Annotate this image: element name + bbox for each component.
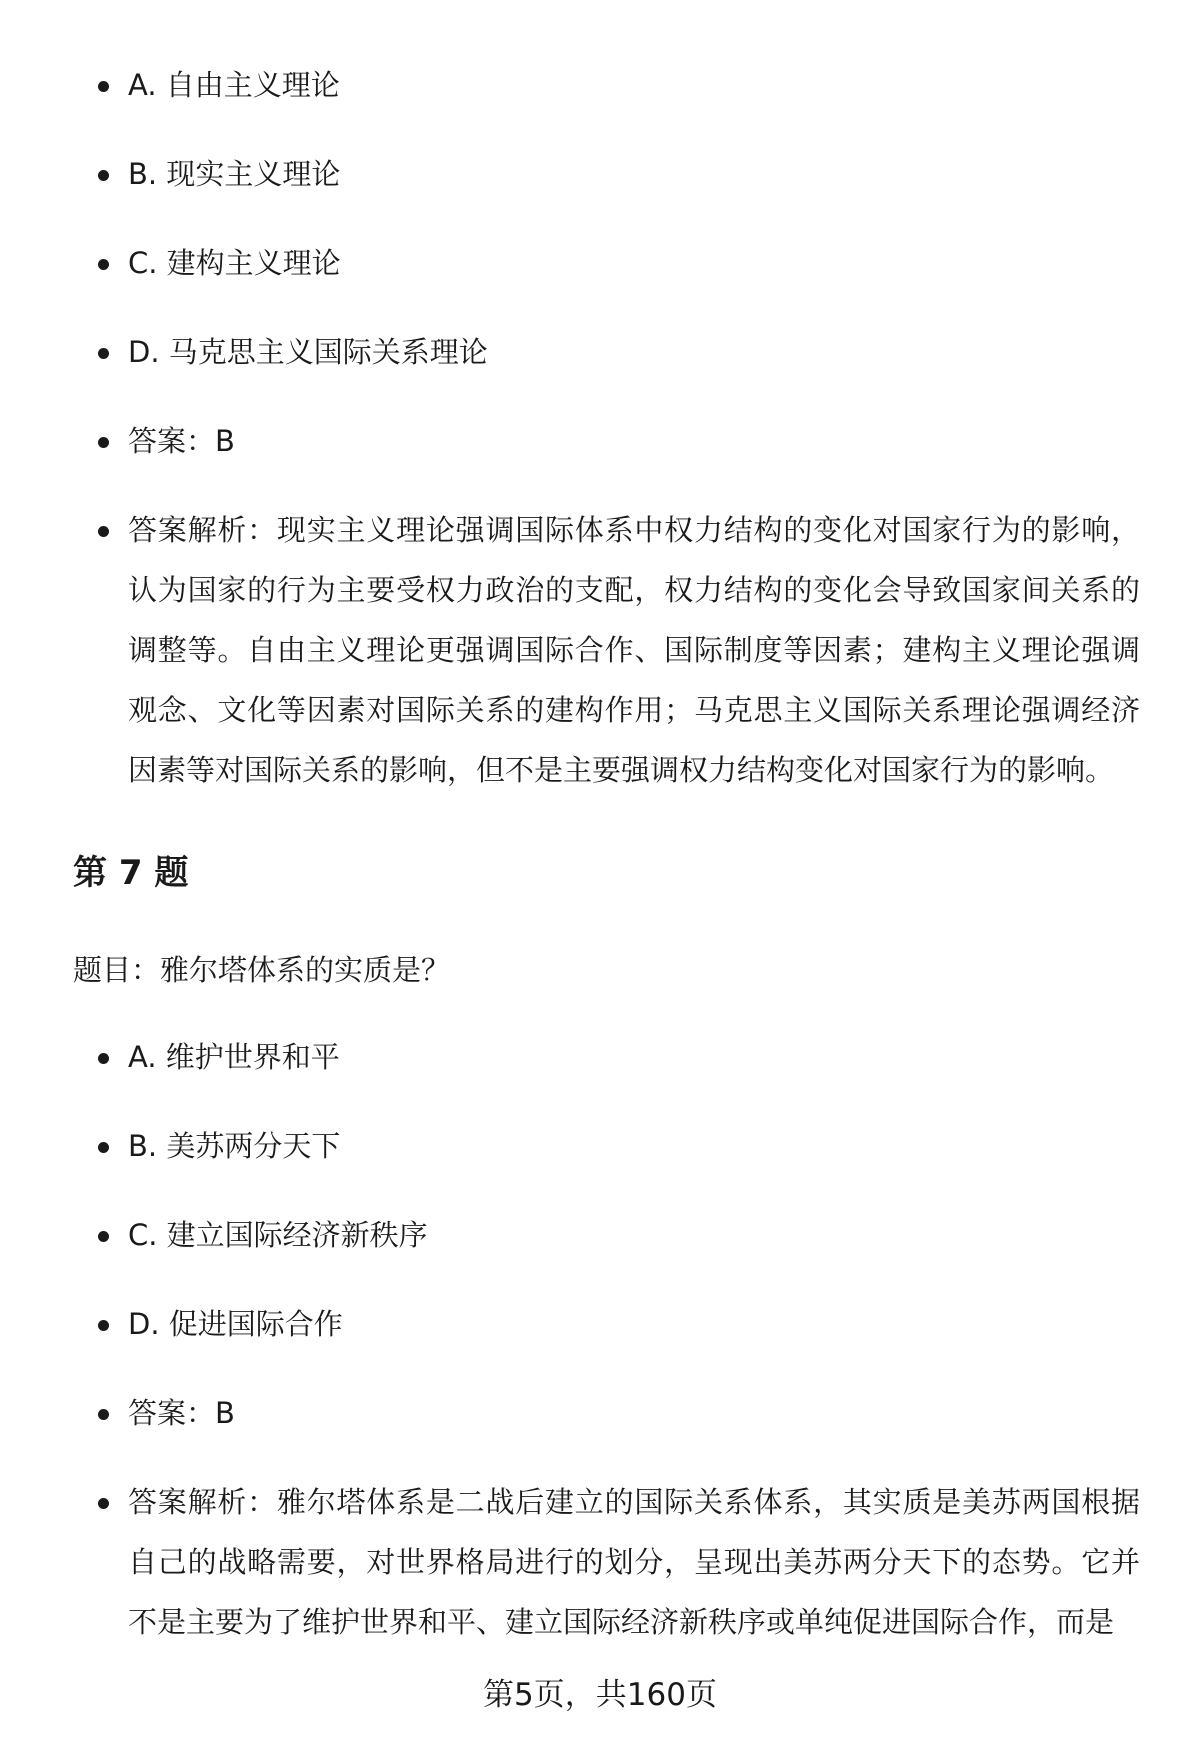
bullet-icon (98, 170, 109, 181)
bullet-icon (98, 348, 109, 359)
question-stem: 题目：雅尔塔体系的实质是？ (73, 953, 451, 987)
bullet-icon (98, 1231, 109, 1242)
option-d (0, 1294, 1200, 1383)
bullet-icon (98, 81, 109, 92)
option-c (0, 1205, 1200, 1294)
explanation-item (0, 500, 1140, 800)
option-text: C. 建构主义理论 (128, 246, 341, 280)
option-text: D. 马克思主义国际关系理论 (128, 335, 488, 369)
answer-item (0, 1383, 1200, 1472)
option-text: A. 自由主义理论 (128, 68, 340, 102)
option-a (0, 55, 1200, 144)
answer-item (0, 411, 1200, 500)
page-indicator: 第5页，共160页 (483, 1677, 717, 1713)
option-d (0, 322, 1200, 411)
previous-question-items (0, 55, 1200, 800)
question-heading: 第 7 题 (73, 853, 189, 893)
option-text: C. 建立国际经济新秩序 (128, 1218, 428, 1252)
answer-text: 答案：B (128, 424, 235, 458)
option-c (0, 233, 1200, 322)
option-text: B. 现实主义理论 (128, 157, 341, 191)
option-text: B. 美苏两分天下 (128, 1129, 341, 1163)
explanation-text: 答案解析：雅尔塔体系是二战后建立的国际关系体系，其实质是美苏两国根据自己的战略需要，对世界格局进行的划分，呈现出美苏两分天下的态势。它并不是主要为了维护世界和平、建立国际经济新秩序或单纯促进国际合作，而是 (128, 1485, 1140, 1639)
answer-text: 答案：B (128, 1396, 235, 1430)
bullet-icon (98, 1320, 109, 1331)
bullet-icon (98, 1142, 109, 1153)
bullet-icon (98, 526, 109, 537)
bullet-icon (98, 437, 109, 448)
explanation-item (0, 1472, 1140, 1652)
option-text: D. 促进国际合作 (128, 1307, 343, 1341)
bullet-icon (98, 259, 109, 270)
bullet-icon (98, 1053, 109, 1064)
question-7-items (0, 1027, 1200, 1652)
option-b (0, 1116, 1200, 1205)
option-b (0, 144, 1200, 233)
bullet-icon (98, 1409, 109, 1420)
option-text: A. 维护世界和平 (128, 1040, 340, 1074)
explanation-text: 答案解析：现实主义理论强调国际体系中权力结构的变化对国家行为的影响，认为国家的行为主要受权力政治的支配，权力结构的变化会导致国家间关系的调整等。自由主义理论更强调国际合作、国际制度等因素；建构主义理论强调观念、文化等因素对国际关系的建构作用；马克思主义国际关系理论强调经济因素等对国际关系的影响，但不是主要强调权力结构变化对国家行为的影响。 (128, 513, 1140, 787)
bullet-icon (98, 1498, 109, 1509)
option-a (0, 1027, 1200, 1116)
